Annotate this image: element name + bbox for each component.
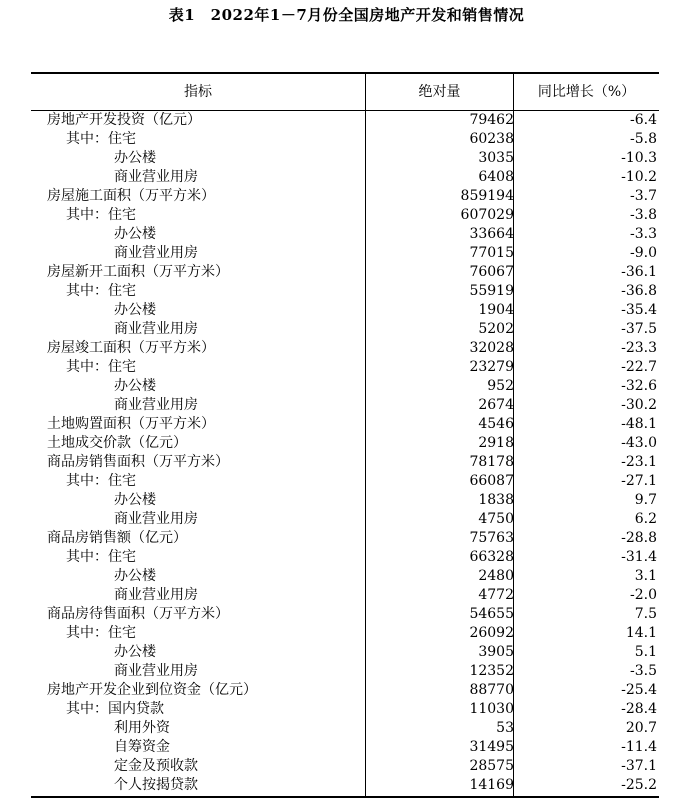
row-growth-value: -5.8 — [630, 131, 657, 147]
row-absolute-value: 2480 — [478, 568, 514, 584]
row-absolute-value: 77015 — [469, 245, 514, 261]
table-row — [31, 282, 659, 301]
table-row — [31, 111, 659, 130]
row-growth-value: 14.1 — [625, 625, 657, 641]
row-absolute-value: 31495 — [469, 739, 514, 755]
row-absolute-value: 4772 — [478, 587, 514, 603]
row-growth-value: 5.1 — [634, 644, 657, 660]
table-row — [31, 757, 659, 776]
row-absolute-value: 12352 — [469, 663, 514, 679]
table-row — [31, 776, 659, 795]
row-absolute-value: 28575 — [469, 758, 514, 774]
table-row — [31, 263, 659, 282]
row-label: 房屋施工面积（万平方米） — [47, 188, 215, 204]
table-row — [31, 491, 659, 510]
row-label: 商业营业用房 — [114, 511, 198, 527]
row-label: 个人按揭贷款 — [114, 777, 198, 793]
row-label: 房地产开发企业到位资金（亿元） — [47, 682, 257, 698]
row-label: 其中：住宅 — [66, 625, 136, 641]
row-label: 其中：住宅 — [66, 549, 136, 565]
row-label: 商业营业用房 — [114, 169, 198, 185]
table-title: 表1 2022年1－7月份全国房地产开发和销售情况 — [168, 6, 525, 24]
table-row — [31, 453, 659, 472]
row-absolute-value: 26092 — [469, 625, 514, 641]
row-absolute-value: 11030 — [469, 701, 514, 717]
table-row — [31, 301, 659, 320]
row-label: 其中：住宅 — [66, 359, 136, 375]
row-label: 其中：住宅 — [66, 207, 136, 223]
row-label: 商业营业用房 — [114, 663, 198, 679]
row-growth-value: -28.4 — [621, 701, 657, 717]
table-row — [31, 358, 659, 377]
table-row — [31, 719, 659, 738]
row-label: 房地产开发投资（亿元） — [47, 112, 201, 128]
row-absolute-value: 607029 — [460, 207, 514, 223]
table-row — [31, 130, 659, 149]
row-growth-value: -25.2 — [621, 777, 657, 793]
table-row — [31, 187, 659, 206]
row-label: 商业营业用房 — [114, 245, 198, 261]
row-absolute-value: 1838 — [478, 492, 514, 508]
table-row — [31, 529, 659, 548]
table-row — [31, 738, 659, 757]
row-label: 土地购置面积（万平方米） — [47, 416, 215, 432]
row-label: 商业营业用房 — [114, 397, 198, 413]
row-absolute-value: 32028 — [469, 340, 514, 356]
row-label: 办公楼 — [114, 378, 156, 394]
header-absolute: 绝对量 — [418, 84, 461, 100]
row-label: 其中：住宅 — [66, 473, 136, 489]
row-growth-value: -2.0 — [630, 587, 657, 603]
row-growth-value: -27.1 — [621, 473, 657, 489]
table-row — [31, 548, 659, 567]
row-label: 商业营业用房 — [114, 587, 198, 603]
row-label: 其中：住宅 — [66, 131, 136, 147]
row-growth-value: -3.5 — [630, 663, 657, 679]
row-label: 办公楼 — [114, 568, 156, 584]
row-absolute-value: 1904 — [478, 302, 514, 318]
table-row — [31, 605, 659, 624]
row-label: 商业营业用房 — [114, 321, 198, 337]
row-label: 定金及预收款 — [114, 758, 198, 774]
row-label: 房屋新开工面积（万平方米） — [47, 264, 229, 280]
table-row — [31, 396, 659, 415]
row-absolute-value: 66328 — [469, 549, 514, 565]
row-growth-value: -30.2 — [621, 397, 657, 413]
table-row — [31, 624, 659, 643]
row-growth-value: 9.7 — [634, 492, 657, 508]
row-absolute-value: 2918 — [478, 435, 514, 451]
row-label: 利用外资 — [114, 720, 170, 736]
row-label: 自筹资金 — [114, 739, 170, 755]
row-label: 商品房销售面积（万平方米） — [47, 454, 229, 470]
table-row — [31, 681, 659, 700]
row-growth-value: -37.5 — [621, 321, 657, 337]
row-absolute-value: 23279 — [469, 359, 514, 375]
row-absolute-value: 79462 — [469, 112, 514, 128]
table-row — [31, 662, 659, 681]
row-absolute-value: 3035 — [478, 150, 514, 166]
row-growth-value: -25.4 — [621, 682, 657, 698]
row-growth-value: 6.2 — [634, 511, 657, 527]
row-growth-value: -36.1 — [621, 264, 657, 280]
table-row — [31, 434, 659, 453]
table-row — [31, 206, 659, 225]
row-absolute-value: 76067 — [469, 264, 514, 280]
row-growth-value: -36.8 — [621, 283, 657, 299]
table-row — [31, 377, 659, 396]
row-absolute-value: 859194 — [460, 188, 514, 204]
row-growth-value: -10.3 — [621, 150, 657, 166]
row-growth-value: -35.4 — [621, 302, 657, 318]
row-growth-value: 20.7 — [625, 720, 657, 736]
table-row — [31, 149, 659, 168]
row-growth-value: -32.6 — [621, 378, 657, 394]
row-growth-value: -6.4 — [630, 112, 657, 128]
table-row — [31, 168, 659, 187]
table-row — [31, 225, 659, 244]
row-label: 土地成交价款（亿元） — [47, 435, 187, 451]
row-label: 办公楼 — [114, 226, 156, 242]
row-label: 商品房待售面积（万平方米） — [47, 606, 229, 622]
table-row — [31, 567, 659, 586]
row-absolute-value: 2674 — [478, 397, 514, 413]
row-absolute-value: 66087 — [469, 473, 514, 489]
row-label: 其中：住宅 — [66, 283, 136, 299]
row-growth-value: -23.1 — [621, 454, 657, 470]
row-absolute-value: 14169 — [469, 777, 514, 793]
row-growth-value: -3.3 — [630, 226, 657, 242]
row-growth-value: -23.3 — [621, 340, 657, 356]
row-absolute-value: 53 — [496, 720, 514, 736]
table-row — [31, 320, 659, 339]
table-row — [31, 244, 659, 263]
row-growth-value: -22.7 — [621, 359, 657, 375]
row-label: 办公楼 — [114, 492, 156, 508]
row-absolute-value: 4750 — [478, 511, 514, 527]
row-growth-value: -31.4 — [621, 549, 657, 565]
row-growth-value: -37.1 — [621, 758, 657, 774]
row-absolute-value: 3905 — [478, 644, 514, 660]
row-absolute-value: 33664 — [469, 226, 514, 242]
row-growth-value: -48.1 — [621, 416, 657, 432]
row-absolute-value: 75763 — [469, 530, 514, 546]
row-absolute-value: 952 — [487, 378, 514, 394]
row-growth-value: -9.0 — [630, 245, 657, 261]
row-growth-value: -11.4 — [621, 739, 657, 755]
table-row — [31, 339, 659, 358]
row-growth-value: 7.5 — [634, 606, 657, 622]
row-absolute-value: 55919 — [469, 283, 514, 299]
table-row — [31, 643, 659, 662]
row-growth-value: -10.2 — [621, 169, 657, 185]
header-indicator: 指标 — [184, 84, 212, 100]
row-growth-value: -43.0 — [621, 435, 657, 451]
table-row — [31, 586, 659, 605]
row-absolute-value: 54655 — [469, 606, 514, 622]
row-growth-value: 3.1 — [634, 568, 657, 584]
table-row — [31, 472, 659, 491]
row-absolute-value: 5202 — [478, 321, 514, 337]
row-growth-value: -3.8 — [630, 207, 657, 223]
table-bottom-rule — [31, 796, 659, 798]
row-growth-value: -28.8 — [621, 530, 657, 546]
row-absolute-value: 4546 — [478, 416, 514, 432]
row-label: 其中：国内贷款 — [66, 701, 164, 717]
row-label: 商品房销售额（亿元） — [47, 530, 187, 546]
table-row — [31, 510, 659, 529]
row-absolute-value: 78178 — [469, 454, 514, 470]
table-row — [31, 700, 659, 719]
row-growth-value: -3.7 — [630, 188, 657, 204]
row-absolute-value: 88770 — [469, 682, 514, 698]
row-label: 房屋竣工面积（万平方米） — [47, 340, 215, 356]
row-label: 办公楼 — [114, 644, 156, 660]
table-row — [31, 415, 659, 434]
header-growth: 同比增长（%） — [537, 84, 636, 100]
row-label: 办公楼 — [114, 302, 156, 318]
row-absolute-value: 6408 — [478, 169, 514, 185]
table-body — [31, 111, 659, 795]
row-absolute-value: 60238 — [469, 131, 514, 147]
row-label: 办公楼 — [114, 150, 156, 166]
